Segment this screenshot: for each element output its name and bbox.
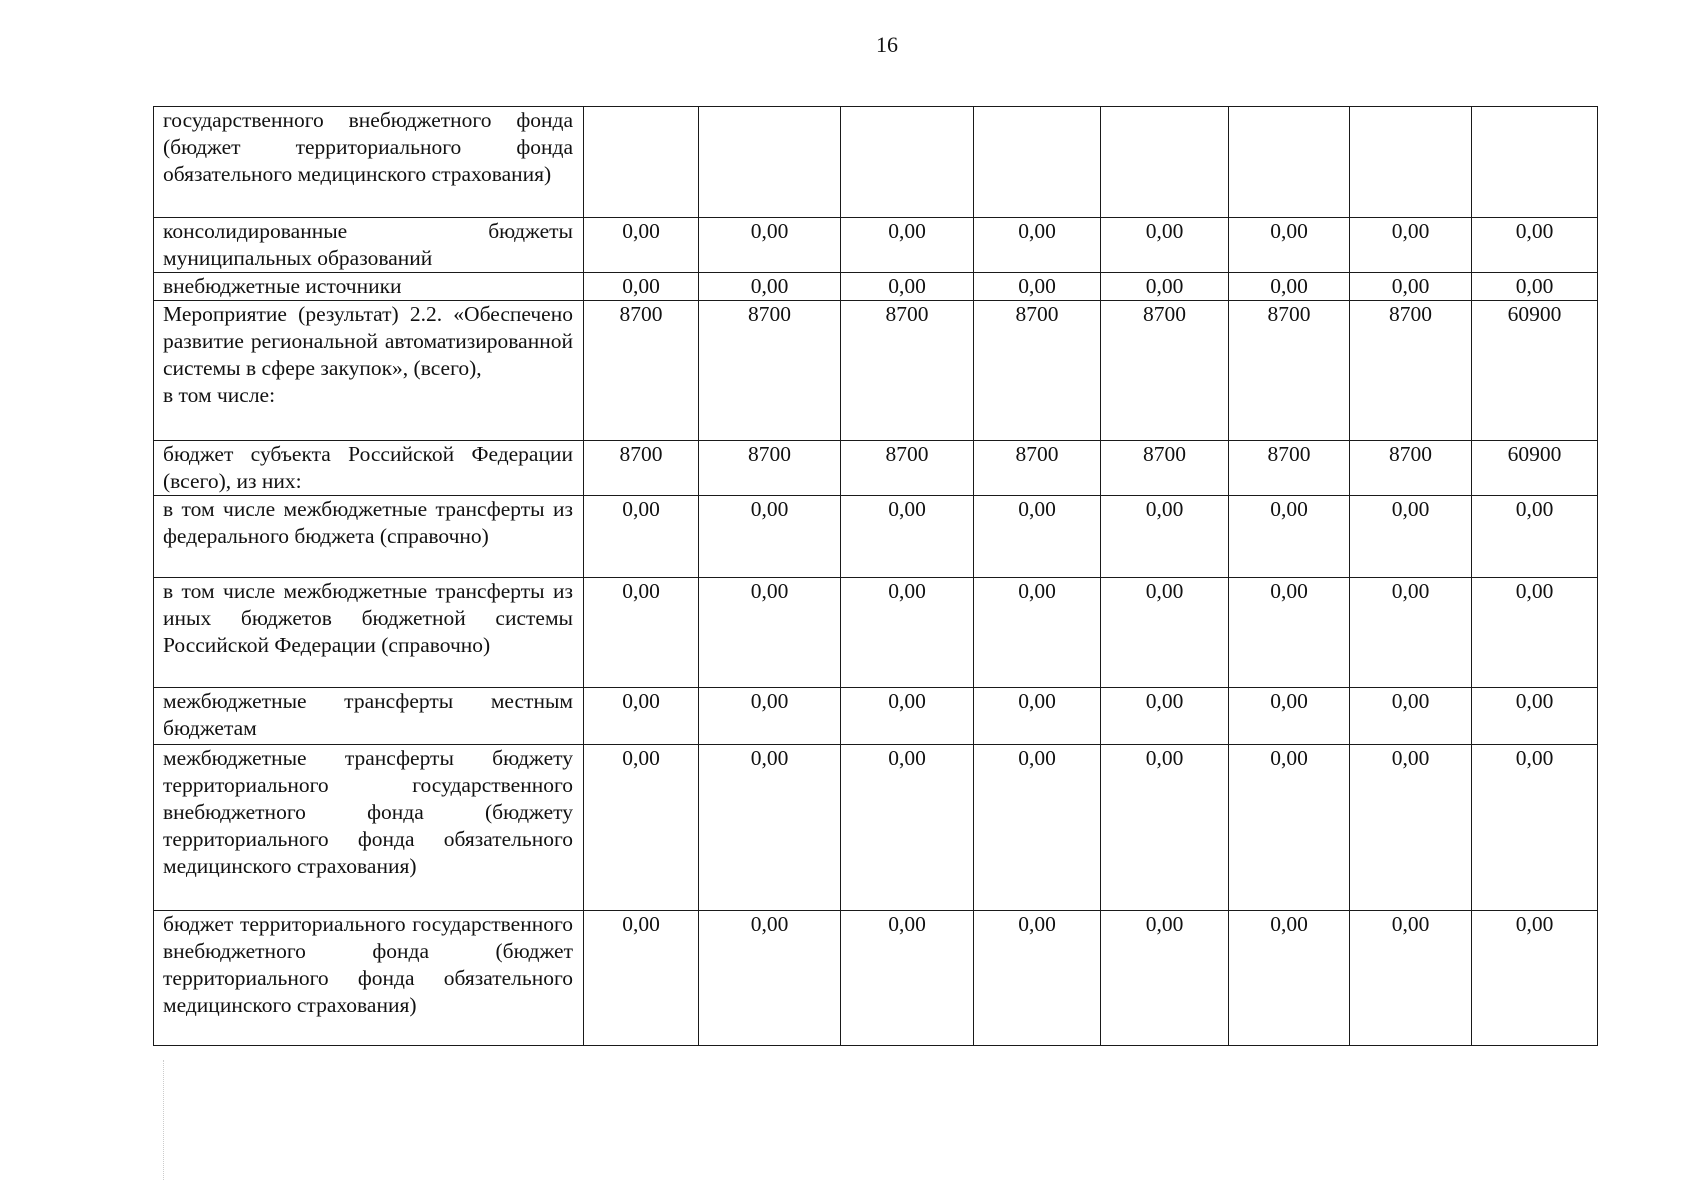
value-cell: 8700 xyxy=(699,301,841,441)
value-cell: 8700 xyxy=(584,301,699,441)
value-cell: 0,00 xyxy=(1472,688,1598,745)
value-cell: 0,00 xyxy=(1472,578,1598,688)
row-label: государственного внебюджетного фонда (бюджет территориального фонда обязательного медицинского страхования) xyxy=(154,107,584,218)
row-label: бюджет территориального государственного внебюджетного фонда (бюджет территориального фонда обязательного медицинского страхования) xyxy=(154,911,584,1046)
value-cell xyxy=(1101,107,1229,218)
value-cell: 0,00 xyxy=(699,273,841,301)
value-cell: 8700 xyxy=(1101,301,1229,441)
value-cell: 0,00 xyxy=(1229,218,1350,273)
value-cell: 0,00 xyxy=(974,578,1101,688)
value-cell: 0,00 xyxy=(1101,688,1229,745)
budget-table xyxy=(153,106,1598,1046)
value-cell: 0,00 xyxy=(584,578,699,688)
value-cell: 0,00 xyxy=(841,578,974,688)
row-label: межбюджетные трансферты бюджету территориального государственного внебюджетного фонда (бюджету территориального фонда обязательного медицинского страхования) xyxy=(154,745,584,911)
value-cell: 0,00 xyxy=(1101,218,1229,273)
value-cell: 0,00 xyxy=(1229,688,1350,745)
value-cell: 0,00 xyxy=(1229,496,1350,578)
value-cell: 0,00 xyxy=(584,911,699,1046)
scan-artifact-line xyxy=(163,1060,165,1180)
value-cell: 0,00 xyxy=(841,218,974,273)
value-cell: 0,00 xyxy=(1101,745,1229,911)
value-cell: 0,00 xyxy=(841,496,974,578)
value-cell: 0,00 xyxy=(974,496,1101,578)
value-cell: 0,00 xyxy=(699,496,841,578)
table-row xyxy=(154,745,1598,911)
value-cell: 0,00 xyxy=(1472,745,1598,911)
value-cell: 8700 xyxy=(584,441,699,496)
value-cell: 0,00 xyxy=(1350,496,1472,578)
value-cell: 60900 xyxy=(1472,301,1598,441)
value-cell: 8700 xyxy=(1350,301,1472,441)
value-cell: 0,00 xyxy=(974,273,1101,301)
value-cell: 0,00 xyxy=(1350,688,1472,745)
value-cell: 60900 xyxy=(1472,441,1598,496)
value-cell xyxy=(841,107,974,218)
value-cell: 8700 xyxy=(1350,441,1472,496)
value-cell: 0,00 xyxy=(841,273,974,301)
row-label: в том числе межбюджетные трансферты из иных бюджетов бюджетной системы Российской Федерации (справочно) xyxy=(154,578,584,688)
table-row xyxy=(154,273,1598,301)
value-cell: 8700 xyxy=(699,441,841,496)
value-cell: 8700 xyxy=(1229,441,1350,496)
value-cell: 0,00 xyxy=(1101,578,1229,688)
value-cell: 0,00 xyxy=(841,745,974,911)
value-cell: 0,00 xyxy=(1472,273,1598,301)
value-cell: 0,00 xyxy=(974,688,1101,745)
value-cell: 0,00 xyxy=(699,218,841,273)
table-row xyxy=(154,107,1598,218)
table-row xyxy=(154,301,1598,441)
row-label: в том числе межбюджетные трансферты из федерального бюджета (справочно) xyxy=(154,496,584,578)
value-cell: 0,00 xyxy=(974,745,1101,911)
value-cell: 8700 xyxy=(1101,441,1229,496)
table-row xyxy=(154,441,1598,496)
value-cell xyxy=(974,107,1101,218)
value-cell xyxy=(1472,107,1598,218)
value-cell: 0,00 xyxy=(699,745,841,911)
value-cell: 0,00 xyxy=(584,745,699,911)
value-cell: 0,00 xyxy=(699,911,841,1046)
value-cell: 0,00 xyxy=(1350,578,1472,688)
value-cell: 0,00 xyxy=(1229,745,1350,911)
value-cell: 0,00 xyxy=(1350,745,1472,911)
value-cell: 0,00 xyxy=(699,578,841,688)
row-label: межбюджетные трансферты местным бюджетам xyxy=(154,688,584,745)
value-cell: 0,00 xyxy=(1101,496,1229,578)
value-cell: 0,00 xyxy=(1101,911,1229,1046)
value-cell: 0,00 xyxy=(841,911,974,1046)
value-cell: 8700 xyxy=(974,301,1101,441)
value-cell: 8700 xyxy=(841,301,974,441)
value-cell: 0,00 xyxy=(1472,911,1598,1046)
value-cell: 8700 xyxy=(1229,301,1350,441)
value-cell: 0,00 xyxy=(1229,911,1350,1046)
page-number: 16 xyxy=(876,32,898,57)
value-cell: 0,00 xyxy=(584,496,699,578)
value-cell: 0,00 xyxy=(584,218,699,273)
row-label-extra: в том числе: xyxy=(163,383,276,407)
table-row xyxy=(154,496,1598,578)
row-label-main: Мероприятие (результат) 2.2. «Обеспечено развитие региональной автоматизированной системы в сфере закупок», (всего), xyxy=(163,302,573,380)
value-cell xyxy=(584,107,699,218)
value-cell: 0,00 xyxy=(1350,911,1472,1046)
value-cell: 0,00 xyxy=(584,273,699,301)
table-row xyxy=(154,911,1598,1046)
table-row xyxy=(154,688,1598,745)
value-cell: 0,00 xyxy=(1472,496,1598,578)
table-row xyxy=(154,218,1598,273)
value-cell: 0,00 xyxy=(974,911,1101,1046)
table-row xyxy=(154,578,1598,688)
value-cell: 0,00 xyxy=(584,688,699,745)
value-cell: 0,00 xyxy=(1101,273,1229,301)
value-cell: 0,00 xyxy=(1350,273,1472,301)
value-cell xyxy=(1229,107,1350,218)
row-label: консолидированные бюджеты муниципальных образований xyxy=(154,218,584,273)
row-label: бюджет субъекта Российской Федерации (всего), из них: xyxy=(154,441,584,496)
value-cell: 0,00 xyxy=(699,688,841,745)
value-cell: 0,00 xyxy=(1472,218,1598,273)
value-cell: 0,00 xyxy=(974,218,1101,273)
value-cell xyxy=(699,107,841,218)
value-cell: 0,00 xyxy=(841,688,974,745)
row-label: внебюджетные источники xyxy=(154,273,584,301)
value-cell: 0,00 xyxy=(1229,273,1350,301)
value-cell: 0,00 xyxy=(1350,218,1472,273)
value-cell xyxy=(1350,107,1472,218)
value-cell: 8700 xyxy=(841,441,974,496)
value-cell: 8700 xyxy=(974,441,1101,496)
value-cell: 0,00 xyxy=(1229,578,1350,688)
row-label xyxy=(154,301,584,441)
